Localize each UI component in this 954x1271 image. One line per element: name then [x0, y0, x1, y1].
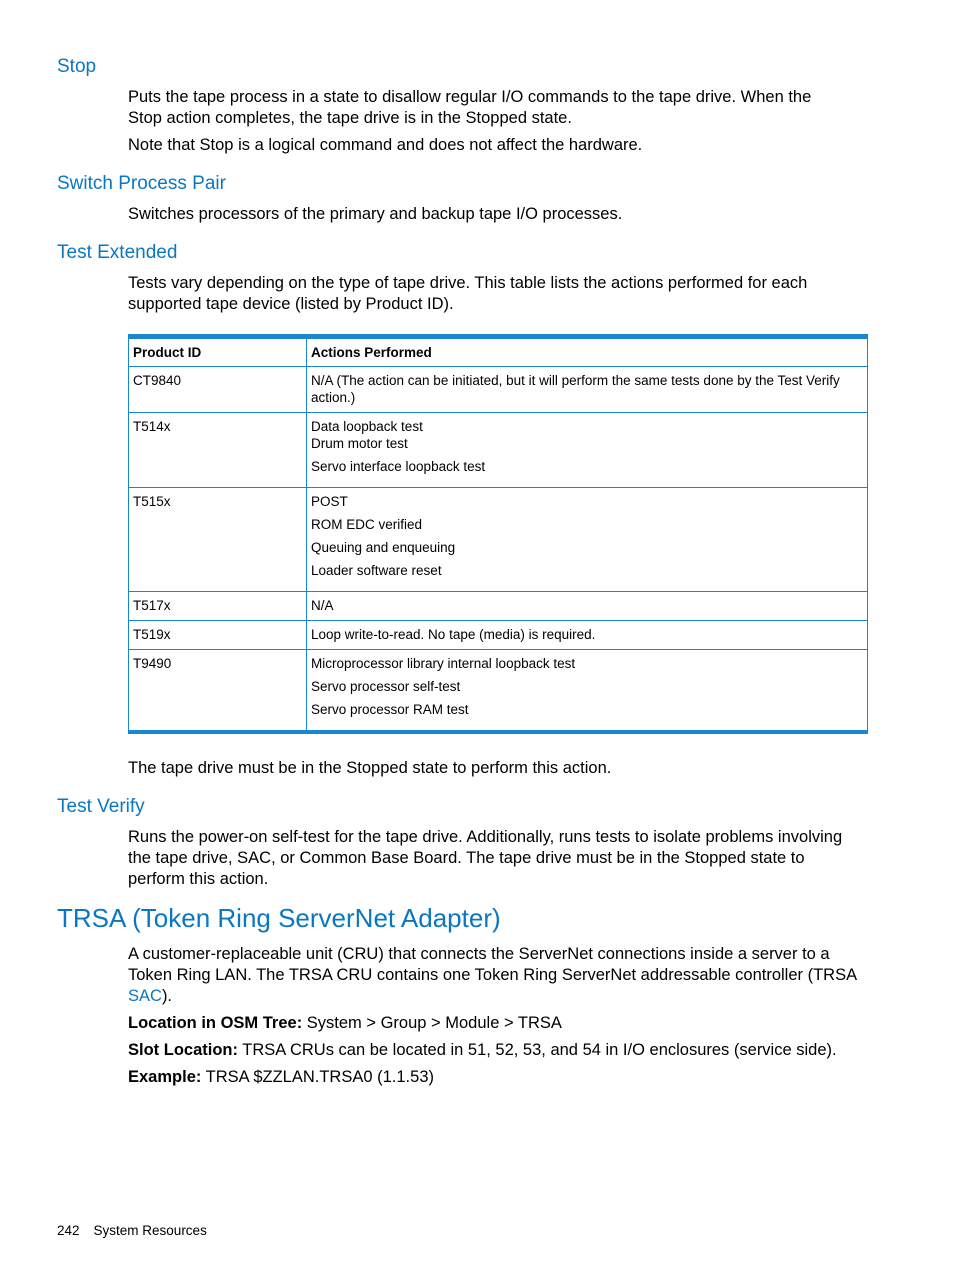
- table-header-actions: Actions Performed: [307, 339, 868, 367]
- trsa-line-3-rest: ).: [161, 987, 173, 1005]
- heading-switch-process-pair: Switch Process Pair: [57, 173, 226, 194]
- example-value: TRSA $ZZLAN.TRSA0 (1.1.53): [201, 1068, 434, 1086]
- trsa-location: [128, 1013, 868, 1034]
- table-cell-actions: [307, 621, 868, 650]
- test-verify-line-1: Runs the power-on self-test for the tape drive. Additionally, runs tests to isolate problems involving: [128, 828, 843, 846]
- trsa-line-1: A customer-replaceable unit (CRU) that connects the ServerNet connections inside a server to a: [128, 945, 830, 963]
- switch-paragraph: Switches processors of the primary and backup tape I/O processes.: [128, 205, 623, 223]
- test-verify-line-2: the tape drive, SAC, or Common Base Board. The tape drive must be in the Stopped state to: [128, 849, 805, 867]
- table-cell-actions: [307, 367, 868, 413]
- action-item: Loop write-to-read. No tape (media) is required.: [311, 627, 596, 642]
- test-extended-line-2: supported tape device (listed by Product ID).: [128, 295, 454, 313]
- product-actions-table: [128, 334, 868, 734]
- stop-paragraph: [128, 87, 868, 129]
- table-header-product-id: Product ID: [129, 339, 307, 367]
- table-row: [129, 621, 868, 650]
- table-cell-product-id: T515x: [129, 488, 307, 592]
- action-item: Data loopback test: [311, 419, 423, 434]
- table-cell-actions: [307, 413, 868, 488]
- table-cell-product-id: T519x: [129, 621, 307, 650]
- table-row: [129, 592, 868, 621]
- action-item: Servo processor RAM test: [311, 702, 469, 717]
- table-cell-product-id: T517x: [129, 592, 307, 621]
- table-row: [129, 367, 868, 413]
- action-item: N/A (The action can be initiated, but it will perform the same tests done by the Test Verify action.): [311, 373, 840, 405]
- trsa-slot-location: [128, 1040, 868, 1061]
- action-item: Drum motor test: [311, 436, 408, 451]
- action-item: N/A: [311, 598, 334, 613]
- table-header-row: [129, 339, 868, 367]
- slot-value: TRSA CRUs can be located in 51, 52, 53, and 54 in I/O enclosures (service side).: [238, 1041, 837, 1059]
- stop-paragraph-line-2: Stop action completes, the tape drive is in the Stopped state.: [128, 109, 572, 127]
- action-item: ROM EDC verified: [311, 517, 423, 532]
- location-label: Location in OSM Tree:: [128, 1014, 303, 1032]
- example-label: Example:: [128, 1068, 202, 1086]
- test-extended-after-note: The tape drive must be in the Stopped state to perform this action.: [128, 759, 612, 777]
- action-item: Queuing and enqueuing: [311, 540, 456, 555]
- slot-label: Slot Location:: [128, 1041, 238, 1059]
- table-cell-actions: [307, 650, 868, 731]
- heading-test-verify: Test Verify: [57, 796, 145, 817]
- table-row: [129, 650, 868, 731]
- table-row: [129, 413, 868, 488]
- table-cell-product-id: CT9840: [129, 367, 307, 413]
- trsa-line-3: [128, 986, 868, 1007]
- test-verify-line-3: perform this action.: [128, 870, 269, 888]
- table-row: [129, 488, 868, 592]
- trsa-paragraph: [128, 944, 868, 1007]
- action-item: Servo interface loopback test: [311, 459, 486, 474]
- page-footer: [57, 1223, 207, 1238]
- table-cell-actions: [307, 488, 868, 592]
- table-cell-actions: [307, 592, 868, 621]
- action-item: Servo processor self-test: [311, 679, 461, 694]
- heading-trsa: TRSA (Token Ring ServerNet Adapter): [57, 903, 501, 933]
- stop-paragraph-line-1: Puts the tape process in a state to disallow regular I/O commands to the tape drive. When the: [128, 88, 812, 106]
- trsa-example: [128, 1067, 868, 1088]
- table-cell-product-id: T9490: [129, 650, 307, 731]
- test-extended-line-1: Tests vary depending on the type of tape drive. This table lists the actions performed for each: [128, 274, 808, 292]
- table-cell-product-id: T514x: [129, 413, 307, 488]
- action-item: Microprocessor library internal loopback test: [311, 656, 576, 671]
- test-verify-paragraph: [128, 827, 868, 890]
- heading-test-extended: Test Extended: [57, 242, 178, 263]
- sac-link[interactable]: SAC: [128, 987, 162, 1005]
- page-number: 242: [57, 1223, 80, 1238]
- trsa-line-2: Token Ring LAN. The TRSA CRU contains one Token Ring ServerNet addressable controller (TRSA: [128, 966, 858, 984]
- stop-note: Note that Stop is a logical command and does not affect the hardware.: [128, 136, 643, 154]
- heading-stop: Stop: [57, 56, 97, 77]
- action-item: POST: [311, 494, 348, 509]
- footer-section-name: System Resources: [93, 1223, 207, 1238]
- test-extended-paragraph: [128, 273, 868, 315]
- action-item: Loader software reset: [311, 563, 442, 578]
- location-value: System > Group > Module > TRSA: [302, 1014, 562, 1032]
